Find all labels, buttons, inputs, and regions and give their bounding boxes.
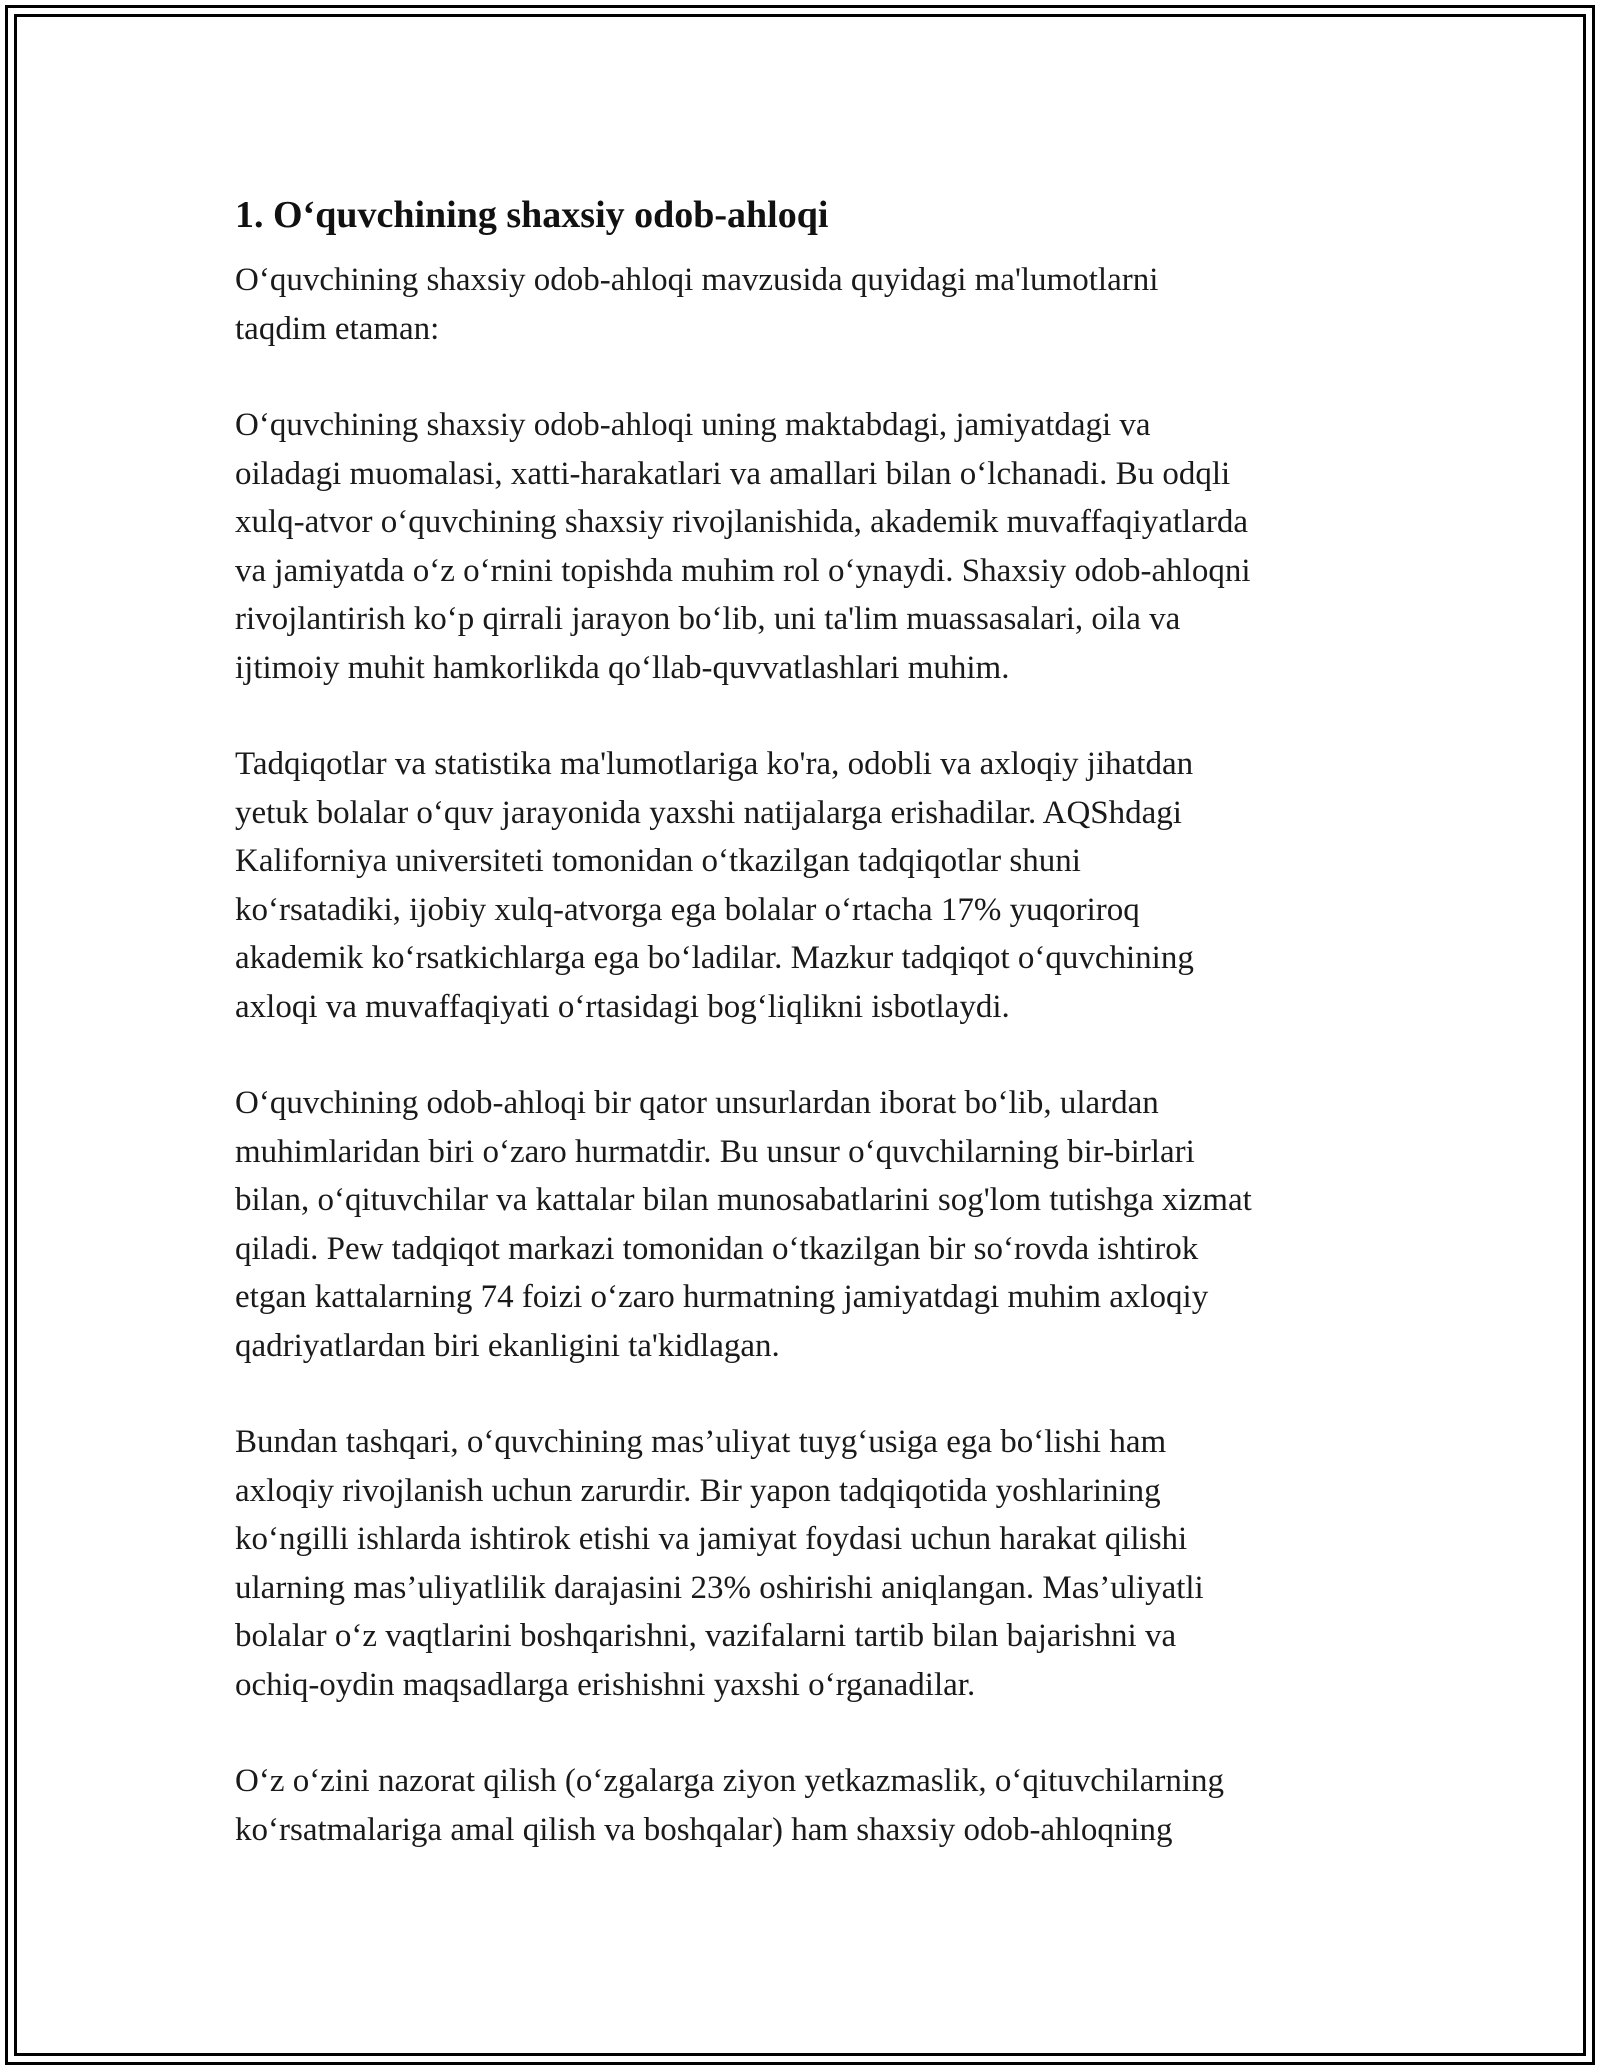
paragraph-line: taqdim etaman: (235, 310, 440, 347)
paragraph-line: etgan kattalarning 74 foizi o‘zaro hurmatning jamiyatdagi muhim axloqiy (235, 1279, 1209, 1315)
paragraph-line: ko‘rsatmalariga amal qilish va boshqalar) ham shaxsiy odob-ahloqning (235, 1811, 1173, 1848)
paragraph-list (235, 256, 1375, 1854)
paragraph-line: va jamiyatda o‘z o‘rnini topishda muhim rol o‘ynaydi. Shaxsiy odob-ahloqni (235, 552, 1251, 589)
paragraph-line: ijtimoiy muhit hamkorlikda qo‘llab-quvvatlashlari muhim. (235, 649, 1010, 686)
paragraph-line: O‘quvchining shaxsiy odob-ahloqi uning maktabdagi, jamiyatdagi va (235, 407, 1151, 443)
paragraph-line: qiladi. Pew tadqiqot markazi tomonidan o‘tkazilgan bir so‘rovda ishtirok (235, 1230, 1199, 1267)
paragraph-line: ko‘rsatadiki, ijobiy xulq-atvorga ega bolalar o‘rtacha 17% yuqoriroq (235, 891, 1140, 928)
paragraph-line: bilan, o‘qituvchilar va kattalar bilan munosabatlarini sog'lom tutishga xizmat (235, 1182, 1252, 1218)
paragraph-line: Bundan tashqari, o‘quvchining mas’uliyat tuyg‘usiga ega bo‘lishi ham (235, 1424, 1167, 1460)
paragraph-line: xulq-atvor o‘quvchining shaxsiy rivojlanishida, akademik muvaffaqiyatlarda (235, 504, 1248, 540)
paragraph-line: axloqi va muvaffaqiyati o‘rtasidagi bog‘liqlikni isbotlaydi. (235, 988, 1010, 1025)
paragraph (235, 256, 1375, 353)
paragraph-line: muhimlaridan biri o‘zaro hurmatdir. Bu unsur o‘quvchilarning bir-birlari (235, 1133, 1195, 1170)
paragraph-line: O‘z o‘zini nazorat qilish (o‘zgalarga ziyon yetkazmaslik, o‘qituvchilarning (235, 1763, 1225, 1799)
paragraph-line: axloqiy rivojlanish uchun zarurdir. Bir yapon tadqiqotida yoshlarining (235, 1472, 1161, 1509)
document-body (235, 188, 1375, 1902)
paragraph (235, 1079, 1375, 1370)
paragraph-line: Kaliforniya universiteti tomonidan o‘tkazilgan tadqiqotlar shuni (235, 843, 1081, 879)
paragraph-line: Tadqiqotlar va statistika ma'lumotlariga ko'ra, odobli va axloqiy jihatdan (235, 746, 1194, 782)
paragraph-line: yetuk bolalar o‘quv jarayonida yaxshi natijalarga erishadilar. AQShdagi (235, 794, 1182, 831)
paragraph (235, 1757, 1375, 1854)
paragraph-line: bolalar o‘z vaqtlarini boshqarishni, vazifalarni tartib bilan bajarishni va (235, 1618, 1177, 1654)
paragraph-line: O‘quvchining shaxsiy odob-ahloqi mavzusida quyidagi ma'lumotlarni (235, 262, 1159, 298)
paragraph-line: oiladagi muomalasi, xatti-harakatlari va amallari bilan o‘lchanadi. Bu odqli (235, 455, 1231, 492)
paragraph (235, 740, 1375, 1031)
section-title: 1. O‘quvchining shaxsiy odob-ahloqi (235, 194, 829, 236)
paragraph-line: ularning mas’uliyatlilik darajasini 23% oshirishi aniqlangan. Mas’uliyatli (235, 1569, 1204, 1606)
paragraph (235, 401, 1375, 692)
paragraph (235, 1418, 1375, 1709)
paragraph-line: ochiq-oydin maqsadlarga erishishni yaxshi o‘rganadilar. (235, 1666, 976, 1703)
paragraph-line: rivojlantirish ko‘p qirrali jarayon bo‘lib, uni ta'lim muassasalari, oila va (235, 601, 1181, 637)
paragraph-line: akademik ko‘rsatkichlarga ega bo‘ladilar. Mazkur tadqiqot o‘quvchining (235, 940, 1194, 976)
paragraph-line: qadriyatlardan biri ekanligini ta'kidlagan. (235, 1327, 780, 1364)
paragraph-line: O‘quvchining odob-ahloqi bir qator unsurlardan iborat bo‘lib, ulardan (235, 1085, 1159, 1121)
paragraph-line: ko‘ngilli ishlarda ishtirok etishi va jamiyat foydasi uchun harakat qilishi (235, 1521, 1188, 1557)
